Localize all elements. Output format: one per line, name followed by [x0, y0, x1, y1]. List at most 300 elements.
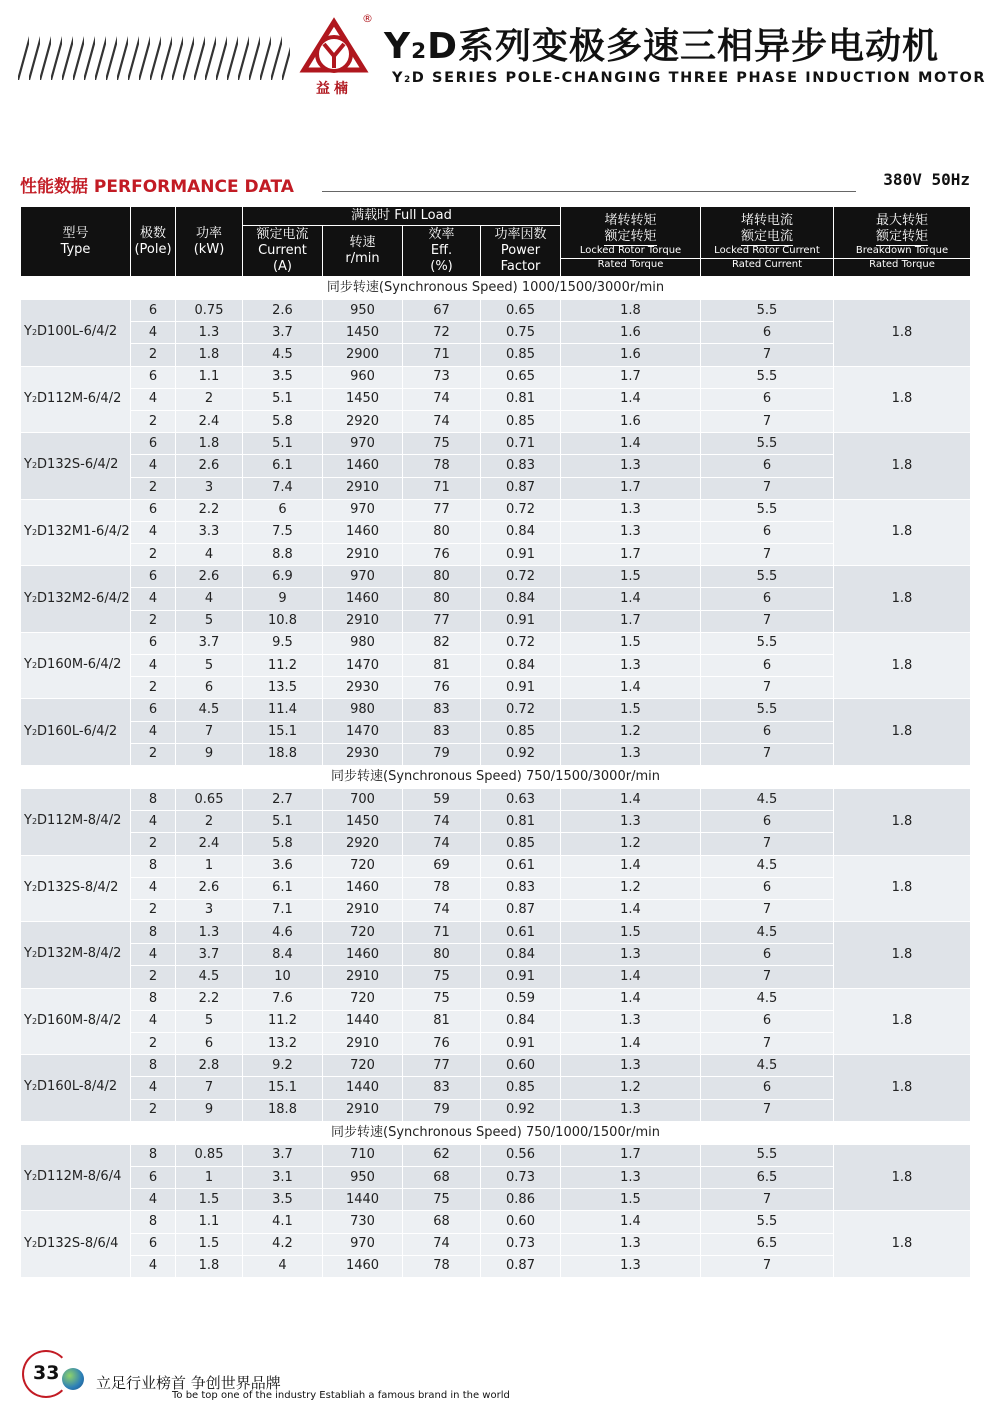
sync-speed-label: 同步转速(Synchronous Speed) 1000/1500/3000r/min — [21, 277, 971, 300]
cell-power-factor: 0.84 — [481, 588, 561, 610]
cell-locked-rotor-current: 5.5 — [701, 300, 834, 322]
cell-type: Y2D132M-8/4/2 — [21, 922, 131, 989]
cell-power: 1.8 — [176, 1255, 243, 1277]
table-row — [21, 1255, 971, 1277]
cell-type: Y2D132S-8/4/2 — [21, 855, 131, 922]
cell-efficiency: 81 — [403, 655, 481, 677]
cell-locked-rotor-current: 6 — [701, 521, 834, 543]
cell-locked-rotor-current: 4.5 — [701, 922, 834, 944]
cell-speed: 2910 — [323, 1099, 403, 1121]
table-row — [21, 388, 971, 410]
cell-speed: 2920 — [323, 833, 403, 855]
cell-power-factor: 0.59 — [481, 988, 561, 1010]
cell-pole: 6 — [131, 366, 176, 388]
cell-efficiency: 69 — [403, 855, 481, 877]
cell-current: 5.8 — [243, 410, 323, 432]
cell-pole: 4 — [131, 1010, 176, 1032]
col-current: 额定电流 Current (A) — [243, 226, 323, 277]
table-row — [21, 655, 971, 677]
cell-current: 18.8 — [243, 1099, 323, 1121]
cell-efficiency: 74 — [403, 1233, 481, 1255]
cell-pole: 8 — [131, 1144, 176, 1166]
cell-pole: 4 — [131, 1255, 176, 1277]
table-row — [21, 855, 971, 877]
cell-power-factor: 0.83 — [481, 455, 561, 477]
table-row — [21, 322, 971, 344]
cell-efficiency: 76 — [403, 1033, 481, 1055]
sync-speed-label: 同步转速(Synchronous Speed) 750/1500/3000r/min — [21, 765, 971, 788]
cell-power-factor: 0.91 — [481, 610, 561, 632]
cell-pole: 4 — [131, 655, 176, 677]
logo-text: 益楠 — [316, 81, 352, 97]
cell-current: 3.5 — [243, 1189, 323, 1211]
cell-speed: 1460 — [323, 521, 403, 543]
table-row — [21, 433, 971, 455]
cell-locked-rotor-current: 5.5 — [701, 566, 834, 588]
cell-speed: 730 — [323, 1211, 403, 1233]
cell-locked-rotor-current: 7 — [701, 344, 834, 366]
cell-locked-rotor-torque: 1.7 — [561, 366, 701, 388]
cell-power-factor: 0.72 — [481, 566, 561, 588]
cell-power-factor: 0.92 — [481, 1099, 561, 1121]
page-number: 33 — [33, 1362, 60, 1384]
cell-speed: 2910 — [323, 477, 403, 499]
cell-current: 5.1 — [243, 811, 323, 833]
cell-efficiency: 74 — [403, 811, 481, 833]
cell-locked-rotor-torque: 1.5 — [561, 566, 701, 588]
cell-pole: 2 — [131, 344, 176, 366]
cell-pole: 4 — [131, 322, 176, 344]
cell-locked-rotor-current: 6 — [701, 811, 834, 833]
cell-speed: 970 — [323, 433, 403, 455]
cell-type: Y2D100L-6/4/2 — [21, 300, 131, 367]
cell-power: 3.7 — [176, 632, 243, 654]
cell-power-factor: 0.60 — [481, 1055, 561, 1077]
cell-speed: 1460 — [323, 944, 403, 966]
cell-locked-rotor-torque: 1.7 — [561, 477, 701, 499]
cell-power-factor: 0.81 — [481, 388, 561, 410]
cell-speed: 1470 — [323, 655, 403, 677]
table-row — [21, 699, 971, 721]
table-row — [21, 1189, 971, 1211]
cell-efficiency: 74 — [403, 899, 481, 921]
cell-locked-rotor-torque: 1.3 — [561, 811, 701, 833]
cell-speed: 2910 — [323, 899, 403, 921]
cell-locked-rotor-torque: 1.3 — [561, 1010, 701, 1032]
cell-speed: 1440 — [323, 1189, 403, 1211]
cell-speed: 2910 — [323, 1033, 403, 1055]
cell-pole: 6 — [131, 566, 176, 588]
table-row — [21, 1144, 971, 1166]
cell-power-factor: 0.85 — [481, 1077, 561, 1099]
cell-current: 2.7 — [243, 788, 323, 810]
cell-efficiency: 79 — [403, 743, 481, 765]
cell-power: 6 — [176, 1033, 243, 1055]
cell-current: 4.5 — [243, 344, 323, 366]
table-row — [21, 588, 971, 610]
cell-breakdown-torque: 1.8 — [834, 499, 971, 566]
cell-pole: 4 — [131, 1077, 176, 1099]
cell-speed: 720 — [323, 1055, 403, 1077]
cell-power: 2.6 — [176, 566, 243, 588]
table-row — [21, 455, 971, 477]
table-row — [21, 300, 971, 322]
cell-power: 1 — [176, 855, 243, 877]
cell-power: 2.4 — [176, 410, 243, 432]
cell-pole: 6 — [131, 433, 176, 455]
cell-current: 3.1 — [243, 1166, 323, 1188]
cell-pole: 8 — [131, 1211, 176, 1233]
cell-speed: 2910 — [323, 544, 403, 566]
cell-current: 2.6 — [243, 300, 323, 322]
cell-efficiency: 67 — [403, 300, 481, 322]
section-title: 性能数据 PERFORMANCE DATA — [20, 177, 294, 197]
cell-pole: 2 — [131, 1033, 176, 1055]
table-row — [21, 344, 971, 366]
cell-type: Y2D132S-8/6/4 — [21, 1211, 131, 1278]
cell-current: 5.1 — [243, 433, 323, 455]
table-row — [21, 833, 971, 855]
registered-mark: ® — [362, 12, 373, 25]
cell-pole: 2 — [131, 410, 176, 432]
cell-locked-rotor-torque: 1.4 — [561, 1033, 701, 1055]
cell-pole: 2 — [131, 610, 176, 632]
table-row — [21, 1033, 971, 1055]
cell-power-factor: 0.65 — [481, 300, 561, 322]
col-pole: 极数 (Pole) — [131, 207, 176, 277]
cell-efficiency: 79 — [403, 1099, 481, 1121]
cell-power-factor: 0.60 — [481, 1211, 561, 1233]
cell-locked-rotor-torque: 1.7 — [561, 610, 701, 632]
cell-current: 8.8 — [243, 544, 323, 566]
cell-pole: 2 — [131, 833, 176, 855]
cell-locked-rotor-torque: 1.7 — [561, 544, 701, 566]
cell-locked-rotor-torque: 1.3 — [561, 1099, 701, 1121]
cell-locked-rotor-current: 5.5 — [701, 632, 834, 654]
cell-efficiency: 78 — [403, 1255, 481, 1277]
cell-power: 1.8 — [176, 433, 243, 455]
cell-locked-rotor-current: 6 — [701, 721, 834, 743]
cell-locked-rotor-torque: 1.4 — [561, 855, 701, 877]
cell-locked-rotor-current: 5.5 — [701, 366, 834, 388]
cell-type: Y2D112M-8/4/2 — [21, 788, 131, 855]
table-row — [21, 1166, 971, 1188]
col-power: 功率 (kW) — [176, 207, 243, 277]
cell-current: 9.5 — [243, 632, 323, 654]
cell-pole: 6 — [131, 632, 176, 654]
cell-efficiency: 71 — [403, 344, 481, 366]
cell-locked-rotor-torque: 1.3 — [561, 944, 701, 966]
cell-speed: 720 — [323, 855, 403, 877]
cell-efficiency: 80 — [403, 566, 481, 588]
cell-power-factor: 0.85 — [481, 833, 561, 855]
cell-pole: 4 — [131, 1189, 176, 1211]
cell-current: 10 — [243, 966, 323, 988]
cell-efficiency: 74 — [403, 388, 481, 410]
cell-locked-rotor-current: 6 — [701, 1010, 834, 1032]
cell-locked-rotor-torque: 1.3 — [561, 1166, 701, 1188]
cell-power-factor: 0.91 — [481, 1033, 561, 1055]
cell-locked-rotor-torque: 1.6 — [561, 322, 701, 344]
cell-pole: 4 — [131, 455, 176, 477]
cell-power: 5 — [176, 1010, 243, 1032]
cell-locked-rotor-current: 5.5 — [701, 499, 834, 521]
cell-speed: 950 — [323, 1166, 403, 1188]
table-row — [21, 1077, 971, 1099]
cell-locked-rotor-current: 7 — [701, 899, 834, 921]
cell-current: 5.1 — [243, 388, 323, 410]
cell-speed: 2900 — [323, 344, 403, 366]
cell-power: 4.5 — [176, 699, 243, 721]
table-row — [21, 632, 971, 654]
cell-locked-rotor-current: 7 — [701, 966, 834, 988]
cell-efficiency: 62 — [403, 1144, 481, 1166]
cell-locked-rotor-current: 7 — [701, 1099, 834, 1121]
table-row — [21, 944, 971, 966]
cell-power: 2.6 — [176, 877, 243, 899]
cell-efficiency: 83 — [403, 699, 481, 721]
cell-locked-rotor-torque: 1.4 — [561, 899, 701, 921]
cell-power: 9 — [176, 743, 243, 765]
cell-locked-rotor-current: 7 — [701, 833, 834, 855]
cell-power-factor: 0.87 — [481, 899, 561, 921]
cell-current: 4 — [243, 1255, 323, 1277]
cell-power-factor: 0.92 — [481, 743, 561, 765]
cell-power: 3 — [176, 477, 243, 499]
cell-locked-rotor-current: 6.5 — [701, 1233, 834, 1255]
cell-current: 18.8 — [243, 743, 323, 765]
page-title: Y2D系列变极多速三相异步电动机 — [384, 26, 939, 67]
sync-speed-row — [21, 1121, 971, 1144]
cell-pole: 2 — [131, 544, 176, 566]
cell-efficiency: 76 — [403, 544, 481, 566]
cell-power-factor: 0.86 — [481, 1189, 561, 1211]
cell-pole: 6 — [131, 1166, 176, 1188]
cell-speed: 950 — [323, 300, 403, 322]
cell-locked-rotor-torque: 1.3 — [561, 455, 701, 477]
cell-pole: 4 — [131, 721, 176, 743]
cell-power: 5 — [176, 655, 243, 677]
cell-current: 7.6 — [243, 988, 323, 1010]
cell-power-factor: 0.61 — [481, 922, 561, 944]
cell-pole: 4 — [131, 811, 176, 833]
cell-power-factor: 0.91 — [481, 544, 561, 566]
cell-locked-rotor-torque: 1.2 — [561, 721, 701, 743]
cell-efficiency: 81 — [403, 1010, 481, 1032]
cell-current: 8.4 — [243, 944, 323, 966]
cell-locked-rotor-torque: 1.4 — [561, 788, 701, 810]
cell-speed: 970 — [323, 499, 403, 521]
cell-current: 11.2 — [243, 655, 323, 677]
voltage-label: 380V 50Hz — [883, 170, 970, 189]
cell-efficiency: 80 — [403, 521, 481, 543]
cell-locked-rotor-current: 7 — [701, 1033, 834, 1055]
cell-type: Y2D132M1-6/4/2 — [21, 499, 131, 566]
cell-locked-rotor-current: 5.5 — [701, 1211, 834, 1233]
cell-locked-rotor-torque: 1.4 — [561, 677, 701, 699]
cell-power: 4 — [176, 588, 243, 610]
cell-power: 1.5 — [176, 1233, 243, 1255]
cell-power: 4.5 — [176, 966, 243, 988]
cell-current: 4.2 — [243, 1233, 323, 1255]
cell-pole: 8 — [131, 922, 176, 944]
cell-power: 7 — [176, 721, 243, 743]
sync-speed-label: 同步转速(Synchronous Speed) 750/1000/1500r/min — [21, 1121, 971, 1144]
cell-locked-rotor-current: 7 — [701, 477, 834, 499]
cell-power-factor: 0.84 — [481, 944, 561, 966]
cell-breakdown-torque: 1.8 — [834, 788, 971, 855]
cell-breakdown-torque: 1.8 — [834, 300, 971, 367]
cell-locked-rotor-torque: 1.2 — [561, 833, 701, 855]
cell-speed: 1450 — [323, 811, 403, 833]
cell-speed: 1460 — [323, 455, 403, 477]
footer-slogan: 立足行业榜首 争创世界品牌 — [96, 1374, 281, 1392]
cell-power: 2.6 — [176, 455, 243, 477]
cell-current: 4.6 — [243, 922, 323, 944]
cell-power-factor: 0.87 — [481, 477, 561, 499]
cell-power: 2 — [176, 811, 243, 833]
cell-efficiency: 80 — [403, 944, 481, 966]
cell-current: 11.4 — [243, 699, 323, 721]
cell-locked-rotor-current: 6 — [701, 944, 834, 966]
cell-efficiency: 68 — [403, 1166, 481, 1188]
cell-breakdown-torque: 1.8 — [834, 632, 971, 699]
cell-power: 1.1 — [176, 1211, 243, 1233]
cell-locked-rotor-torque: 1.5 — [561, 1189, 701, 1211]
cell-power-factor: 0.84 — [481, 521, 561, 543]
table-row — [21, 1099, 971, 1121]
cell-locked-rotor-current: 7 — [701, 1189, 834, 1211]
cell-speed: 1440 — [323, 1077, 403, 1099]
cell-locked-rotor-torque: 1.4 — [561, 988, 701, 1010]
cell-current: 3.6 — [243, 855, 323, 877]
cell-speed: 980 — [323, 632, 403, 654]
cell-power: 1.5 — [176, 1189, 243, 1211]
table-row — [21, 988, 971, 1010]
cell-pole: 6 — [131, 499, 176, 521]
section-divider — [322, 191, 856, 192]
cell-breakdown-torque: 1.8 — [834, 922, 971, 989]
cell-breakdown-torque: 1.8 — [834, 1211, 971, 1278]
cell-current: 4.1 — [243, 1211, 323, 1233]
cell-power: 1.3 — [176, 322, 243, 344]
cell-locked-rotor-current: 6 — [701, 588, 834, 610]
cell-power: 4 — [176, 544, 243, 566]
cell-pole: 2 — [131, 743, 176, 765]
cell-locked-rotor-torque: 1.4 — [561, 433, 701, 455]
cell-efficiency: 59 — [403, 788, 481, 810]
cell-pole: 2 — [131, 1099, 176, 1121]
cell-power-factor: 0.63 — [481, 788, 561, 810]
cell-locked-rotor-current: 5.5 — [701, 1144, 834, 1166]
cell-breakdown-torque: 1.8 — [834, 1144, 971, 1211]
cell-locked-rotor-current: 4.5 — [701, 788, 834, 810]
cell-power: 0.85 — [176, 1144, 243, 1166]
table-row — [21, 366, 971, 388]
cell-locked-rotor-torque: 1.3 — [561, 655, 701, 677]
cell-pole: 2 — [131, 477, 176, 499]
cell-efficiency: 77 — [403, 610, 481, 632]
table-row — [21, 544, 971, 566]
table-row — [21, 1233, 971, 1255]
table-row — [21, 966, 971, 988]
footer-slogan-en: To be top one of the industry Establiah a famous brand in the world — [172, 1390, 510, 1401]
table-row — [21, 1211, 971, 1233]
table-row — [21, 743, 971, 765]
cell-speed: 2910 — [323, 966, 403, 988]
cell-type: Y2D132S-6/4/2 — [21, 433, 131, 500]
cell-locked-rotor-current: 7 — [701, 544, 834, 566]
cell-power-factor: 0.71 — [481, 433, 561, 455]
cell-locked-rotor-current: 6 — [701, 877, 834, 899]
cell-efficiency: 76 — [403, 677, 481, 699]
cell-locked-rotor-current: 4.5 — [701, 988, 834, 1010]
cell-efficiency: 68 — [403, 1211, 481, 1233]
table-row — [21, 899, 971, 921]
cell-power-factor: 0.84 — [481, 655, 561, 677]
cell-power: 3.3 — [176, 521, 243, 543]
cell-locked-rotor-torque: 1.4 — [561, 1211, 701, 1233]
cell-locked-rotor-current: 7 — [701, 677, 834, 699]
cell-locked-rotor-current: 6 — [701, 322, 834, 344]
cell-speed: 970 — [323, 1233, 403, 1255]
cell-locked-rotor-torque: 1.3 — [561, 743, 701, 765]
cell-pole: 6 — [131, 300, 176, 322]
cell-pole: 4 — [131, 944, 176, 966]
table-row — [21, 721, 971, 743]
cell-current: 6.9 — [243, 566, 323, 588]
cell-current: 6 — [243, 499, 323, 521]
cell-pole: 8 — [131, 1055, 176, 1077]
cell-locked-rotor-current: 6 — [701, 388, 834, 410]
cell-locked-rotor-torque: 1.4 — [561, 966, 701, 988]
cell-type: Y2D112M-6/4/2 — [21, 366, 131, 433]
table-header-row — [21, 207, 971, 226]
cell-power-factor: 0.91 — [481, 677, 561, 699]
cell-power: 2.4 — [176, 833, 243, 855]
cell-current: 6.1 — [243, 877, 323, 899]
cell-pole: 4 — [131, 588, 176, 610]
cell-efficiency: 83 — [403, 721, 481, 743]
cell-efficiency: 72 — [403, 322, 481, 344]
table-row — [21, 788, 971, 810]
cell-current: 9 — [243, 588, 323, 610]
cell-breakdown-torque: 1.8 — [834, 433, 971, 500]
cell-current: 5.8 — [243, 833, 323, 855]
cell-speed: 2930 — [323, 743, 403, 765]
cell-efficiency: 78 — [403, 455, 481, 477]
sync-speed-row — [21, 277, 971, 300]
cell-efficiency: 75 — [403, 988, 481, 1010]
cell-locked-rotor-torque: 1.6 — [561, 344, 701, 366]
cell-breakdown-torque: 1.8 — [834, 988, 971, 1055]
cell-speed: 1450 — [323, 388, 403, 410]
cell-power-factor: 0.72 — [481, 632, 561, 654]
cell-power-factor: 0.84 — [481, 1010, 561, 1032]
cell-speed: 700 — [323, 788, 403, 810]
table-row — [21, 1055, 971, 1077]
cell-efficiency: 75 — [403, 433, 481, 455]
cell-power: 2.2 — [176, 988, 243, 1010]
table-row — [21, 521, 971, 543]
cell-speed: 1460 — [323, 588, 403, 610]
col-power-factor: 功率因数 Power Factor — [481, 226, 561, 277]
cell-current: 3.7 — [243, 1144, 323, 1166]
cell-pole: 2 — [131, 966, 176, 988]
table-row — [21, 566, 971, 588]
cell-current: 3.7 — [243, 322, 323, 344]
cell-current: 7.4 — [243, 477, 323, 499]
